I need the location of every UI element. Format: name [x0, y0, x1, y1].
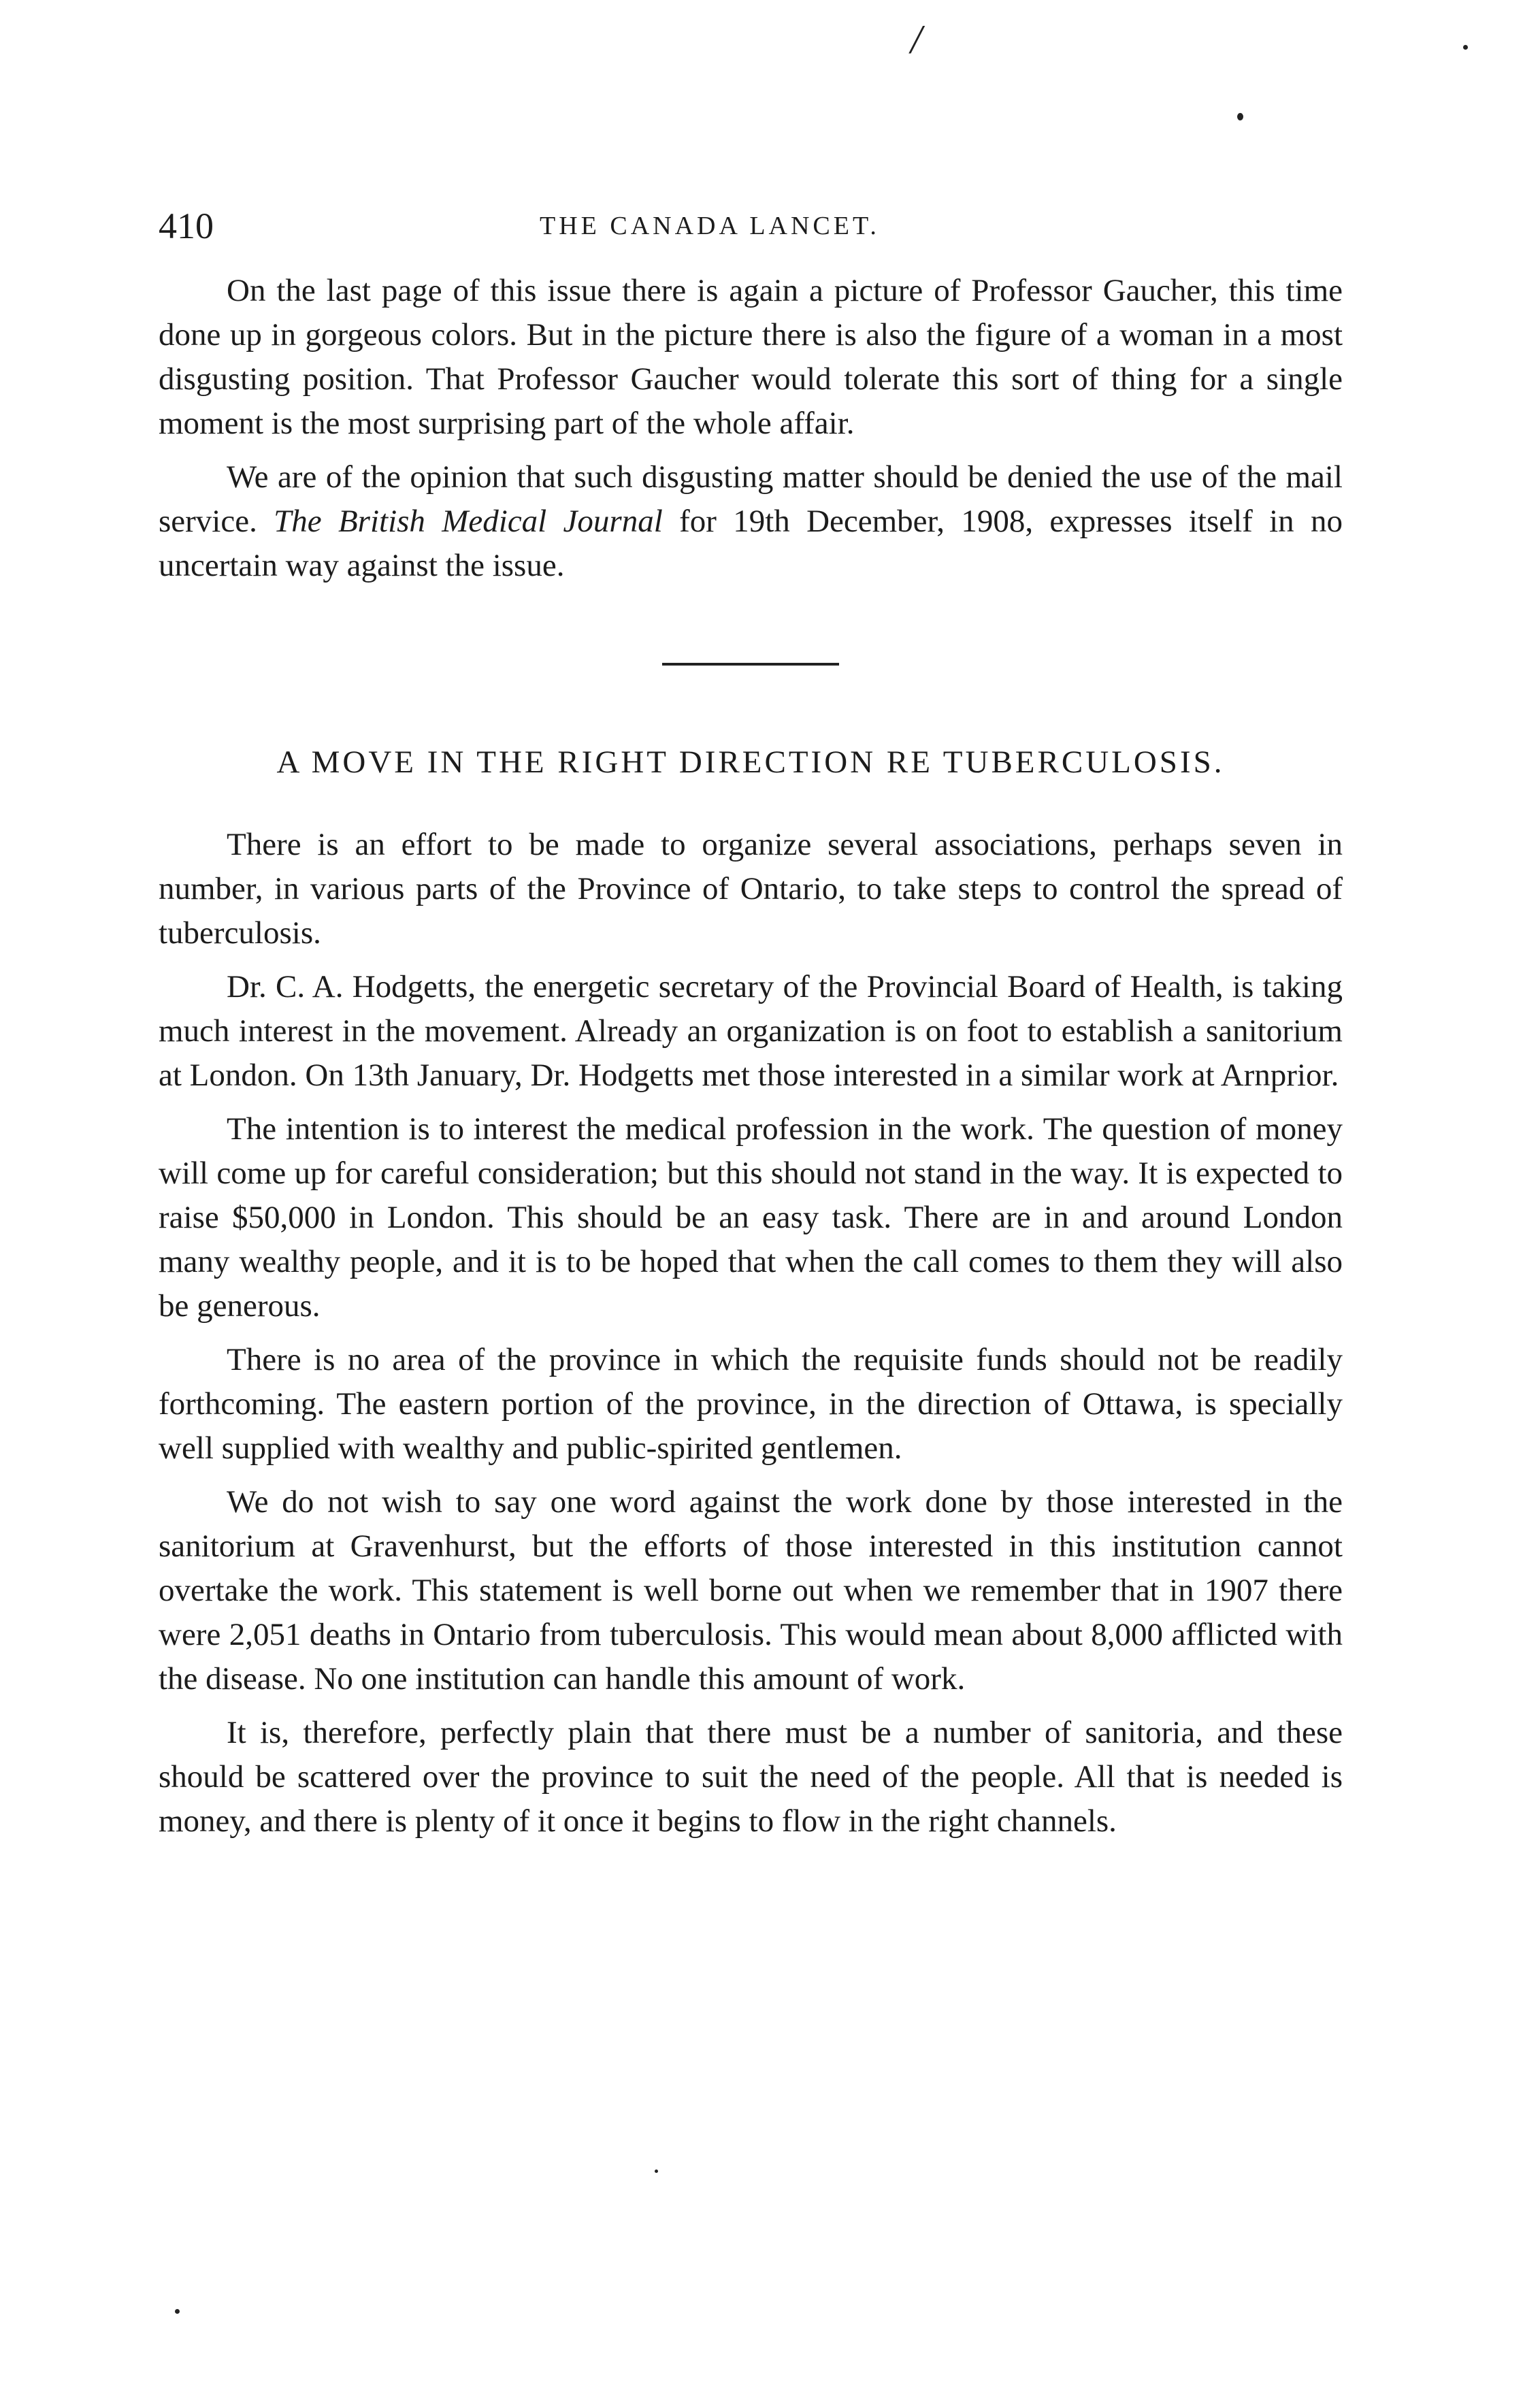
page-number: 410	[159, 206, 214, 246]
intro-paragraph: On the last page of this issue there is again a picture of Professor Gaucher, this time done up in gorgeous colors. But in the picture there is also the figure of a woman in a most disgusting position. That Professor Gaucher would tolerate this sort of thing for a single moment is the most surprising part of the whole affair.	[159, 273, 1343, 441]
article-paragraph: There is no area of the province in which the requisite funds should not be readily forthcoming. The eastern portion of the province, in the direction of Ottawa, is specially well supplied with wealthy and public-spirited gentlemen.	[159, 1342, 1343, 1466]
scan-speck	[175, 2309, 180, 2314]
intro-text: for 19th December, 1908, expresses itself in no uncertain way against the issue.	[159, 504, 1343, 583]
journal-title: The British Medical Journal	[274, 504, 663, 539]
section-divider	[662, 663, 839, 666]
intro-paragraph	[159, 455, 1343, 588]
page-body	[159, 269, 1343, 1853]
scan-speck	[1237, 113, 1243, 120]
article-paragraph: We do not wish to say one word against the work done by those interested in the sanitorium at Gravenhurst, but the efforts of those interested in this institution cannot overtake the work. This statement is well borne out when we remember that in 1907 there were 2,051 deaths in Ontario from tuberculosis. This would mean about 8,000 afflicted with the disease. No one institution can handle this amount of work.	[159, 1484, 1343, 1697]
article-heading: A MOVE IN THE RIGHT DIRECTION RE TUBERCULOSIS.	[276, 744, 1225, 780]
page-header	[159, 199, 1343, 253]
scan-speck	[655, 2170, 658, 2173]
article-paragraph: There is an effort to be made to organize several associations, perhaps seven in number, in various parts of the Province of Ontario, to take steps to control the spread of tuberculosis.	[159, 827, 1343, 951]
scan-speck	[1463, 45, 1468, 50]
running-head: THE CANADA LANCET.	[540, 212, 880, 240]
article-paragraph: The intention is to interest the medical profession in the work. The question of money will come up for careful consideration; but this should not stand in the way. It is expected to raise $50,000 in London. This should be an easy task. There are in and around London many wealthy people, and it is to be hoped that when the call comes to them they will also be generous.	[159, 1111, 1343, 1324]
article-paragraph: Dr. C. A. Hodgetts, the energetic secretary of the Provincial Board of Health, is taking much interest in the movement. Already an organization is on foot to establish a sanitorium at London. On 13th January, Dr. Hodgetts met those interested in a similar work at Arnprior.	[159, 969, 1343, 1093]
top-slash-mark: /	[911, 17, 922, 62]
intro-text: We are of the opinion that such disgusting matter should be denied the use of the mail service.	[159, 459, 1343, 539]
article-paragraph: It is, therefore, perfectly plain that there must be a number of sanitoria, and these should be scattered over the province to suit the need of the people. All that is needed is money, and there is plenty of it once it begins to flow in the right channels.	[159, 1715, 1343, 1839]
